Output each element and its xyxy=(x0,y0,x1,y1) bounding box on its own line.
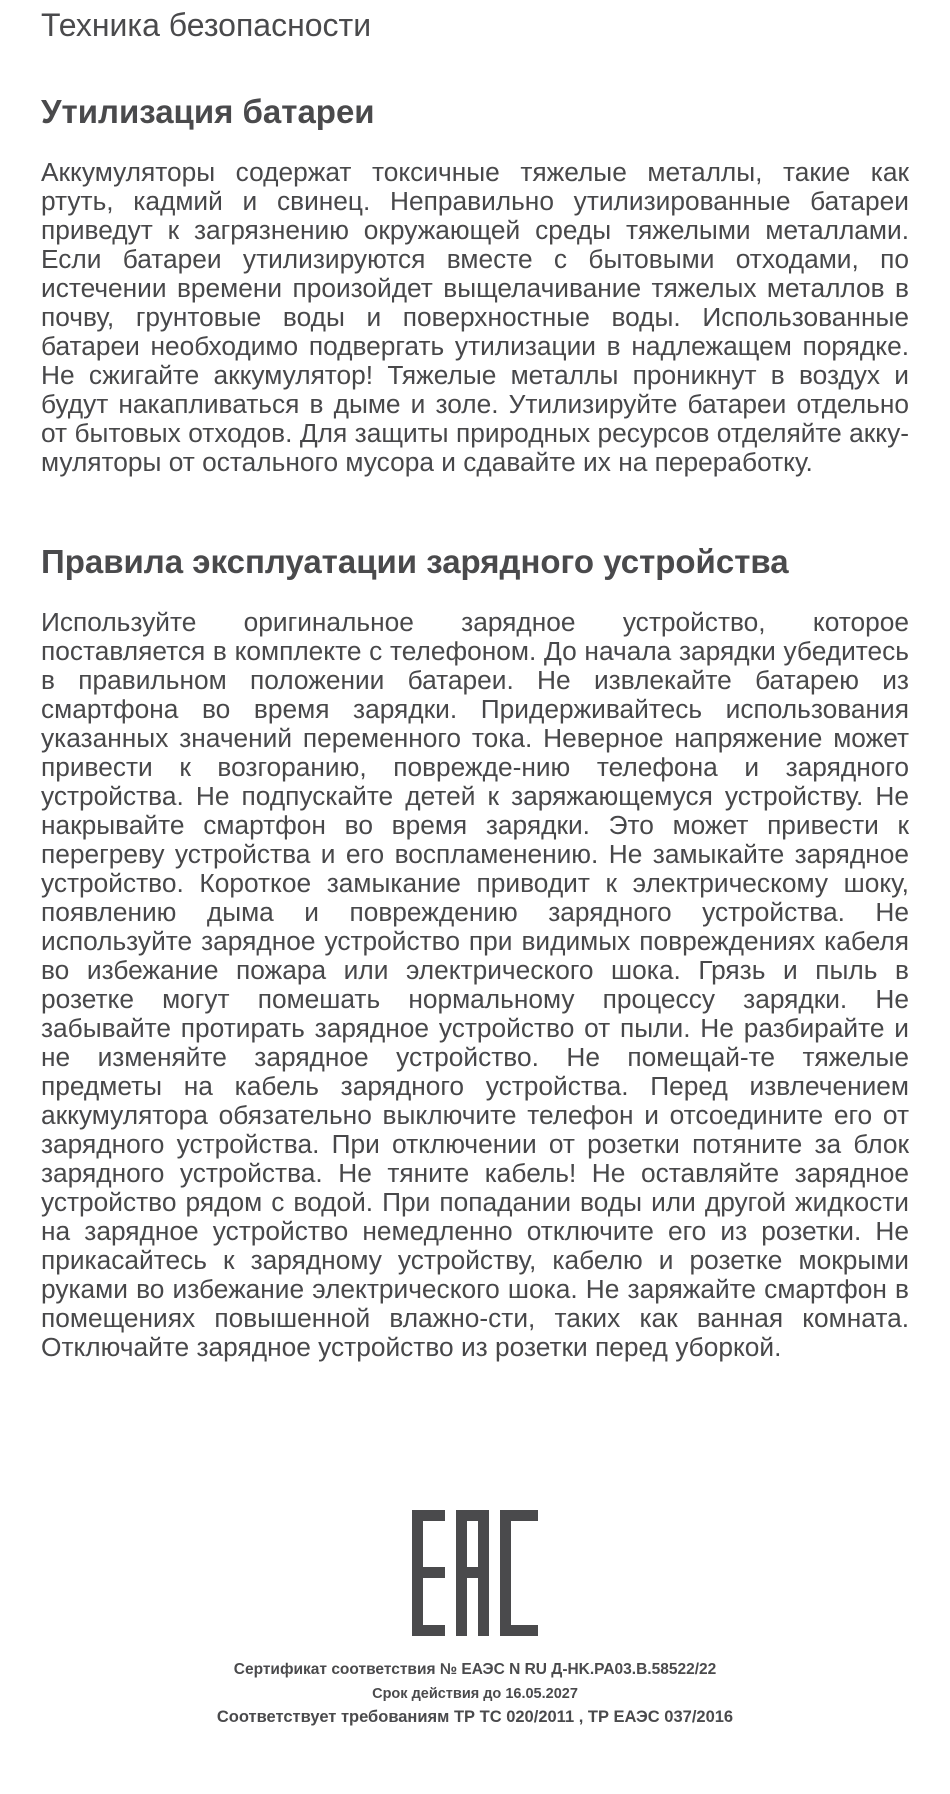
battery-disposal-heading: Утилизация батареи xyxy=(41,93,375,130)
eac-logo-icon xyxy=(412,1510,538,1636)
charger-rules-text: Используйте оригинальное зарядное устройство, которое поставляется в комплекте с телефоном. До начала зарядки убедитесь в правильном положении батареи. Не извлекайте батарею из смартфона во время зарядки. Придерживайтесь использования указанных значений переменного тока. Неверное напряжение может привести к возгоранию, поврежде-нию телефона и зарядного устройства. Не подпускайте детей к заряжающемуся устройству. Не накрывайте смартфон во время зарядки. Это может привести к перегреву устройства и его воспламенению. Не замыкайте зарядное устройство. Короткое замыкание приводит к электрическому шоку, появлению дыма и повреждению зарядного устройства. Не используйте зарядное устройство при видимых повреждениях кабеля во избежание пожара или электрического шока. Грязь и пыль в розетке могут помешать нормальному процессу зарядки. Не забывайте протирать зарядное устройство от пыли. Не разбирайте и не изменяйте зарядное устройство. Не помещай-те тяжелые предметы на кабель зарядного устройства. Перед извлечением аккумулятора обязательно выключите телефон и отсоедините его от зарядного устройства. При отключении от розетки потяните за блок зарядного устройства. Не тяните кабель! Не оставляйте зарядное устройство рядом с водой. При попадании воды или другой жидкости на зарядное устройство немедленно отключите его из розетки. Не прикасайтесь к зарядному устройству, кабелю и розетке мокрыми руками во избежание электрического шока. Не заряжайте смартфон в помещениях повышенной влажно-сти, таких как ванная комната. Отключайте зарядное устройство из розетки перед уборкой. xyxy=(41,607,909,1362)
charger-rules-heading: Правила эксплуатации зарядного устройства xyxy=(41,543,789,580)
certificate-compliance: Соответствует требованиям ТР ТС 020/2011 , ТР ЕАЭС 037/2016 xyxy=(216,1708,734,1726)
battery-disposal-text: Аккумуляторы содержат токсичные тяжелые металлы, такие как ртуть, кадмий и свинец. Неправильно утилизированные батареи приведут к загрязнению окружающей среды тяжелыми металлами. Если батареи утилизируются вместе с бытовыми отходами, по истечении времени произойдет выщелачивание тяжелых металлов в почву, грунтовые воды и поверхностные воды. Использованные батареи необходимо подвергать утилизации в надлежащем порядке. Не сжигайте аккумулятор! Тяжелые металлы проникнут в воздух и будут накапливаться в дыме и золе. Утилизируйте батареи отдельно от бытовых отходов. Для защиты природных ресурсов отделяйте акку-муляторы от остального мусора и сдавайте их на переработку. xyxy=(41,157,909,477)
page-title: Техника безопасности xyxy=(41,7,372,43)
certificate-validity: Срок действия до 16.05.2027 xyxy=(372,1686,578,1702)
certificate-number: Сертификат соответствия № ЕАЭС N RU Д-HK.PA03.B.58522/22 xyxy=(233,1661,717,1678)
